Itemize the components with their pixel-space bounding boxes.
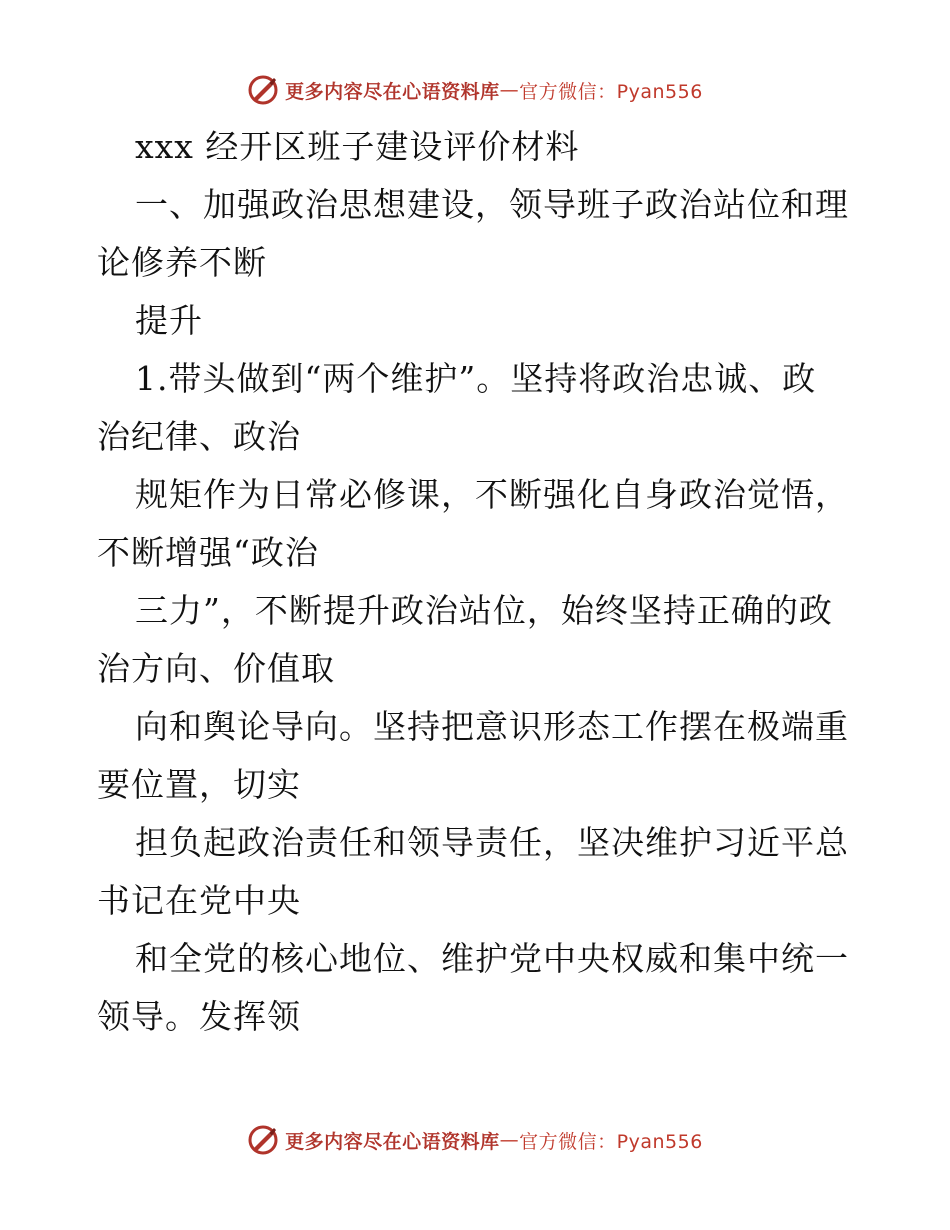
banner-text: 更多内容尽在心语资料库 [285,80,500,103]
banner-dash: — [499,79,520,101]
body-line: 书记在党中央 [97,881,301,920]
document-body [97,118,857,1046]
footer-banner [0,1120,950,1160]
body-line: 担负起政治责任和领导责任，坚决维护习近平总 [135,823,849,862]
header-banner [0,70,950,110]
body-line: 论修养不断 [97,243,267,282]
body-line: 三力”，不断提升政治站位，始终坚持正确的政 [135,591,833,630]
body-line: 1.带头做到“两个维护”。坚持将政治忠诚、政 [135,359,817,398]
body-line: 提升 [135,301,203,340]
body-line: 和全党的核心地位、维护党中央权威和集中统一 [135,939,849,978]
body-line: 向和舆论导向。坚持把意识形态工作摆在极端重 [135,707,849,746]
body-line: 治方向、价值取 [97,649,335,688]
pen-logo-icon [247,74,279,106]
banner-wechat: 官方微信：Pyan556 [519,80,703,103]
pen-logo-icon [247,1124,279,1156]
banner-text: 更多内容尽在心语资料库 [285,1130,500,1153]
body-line: 治纪律、政治 [97,417,301,456]
body-line: 要位置，切实 [97,765,301,804]
banner-wechat: 官方微信：Pyan556 [519,1130,703,1153]
body-line: 一、加强政治思想建设，领导班子政治站位和理 [135,185,849,224]
body-line: 领导。发挥领 [97,997,301,1036]
body-line: 规矩作为日常必修课，不断强化自身政治觉悟， [135,475,849,514]
body-line: 不断增强“政治 [97,533,319,572]
banner-dash: — [499,1129,520,1151]
document-title: xxx 经开区班子建设评价材料 [135,127,580,166]
